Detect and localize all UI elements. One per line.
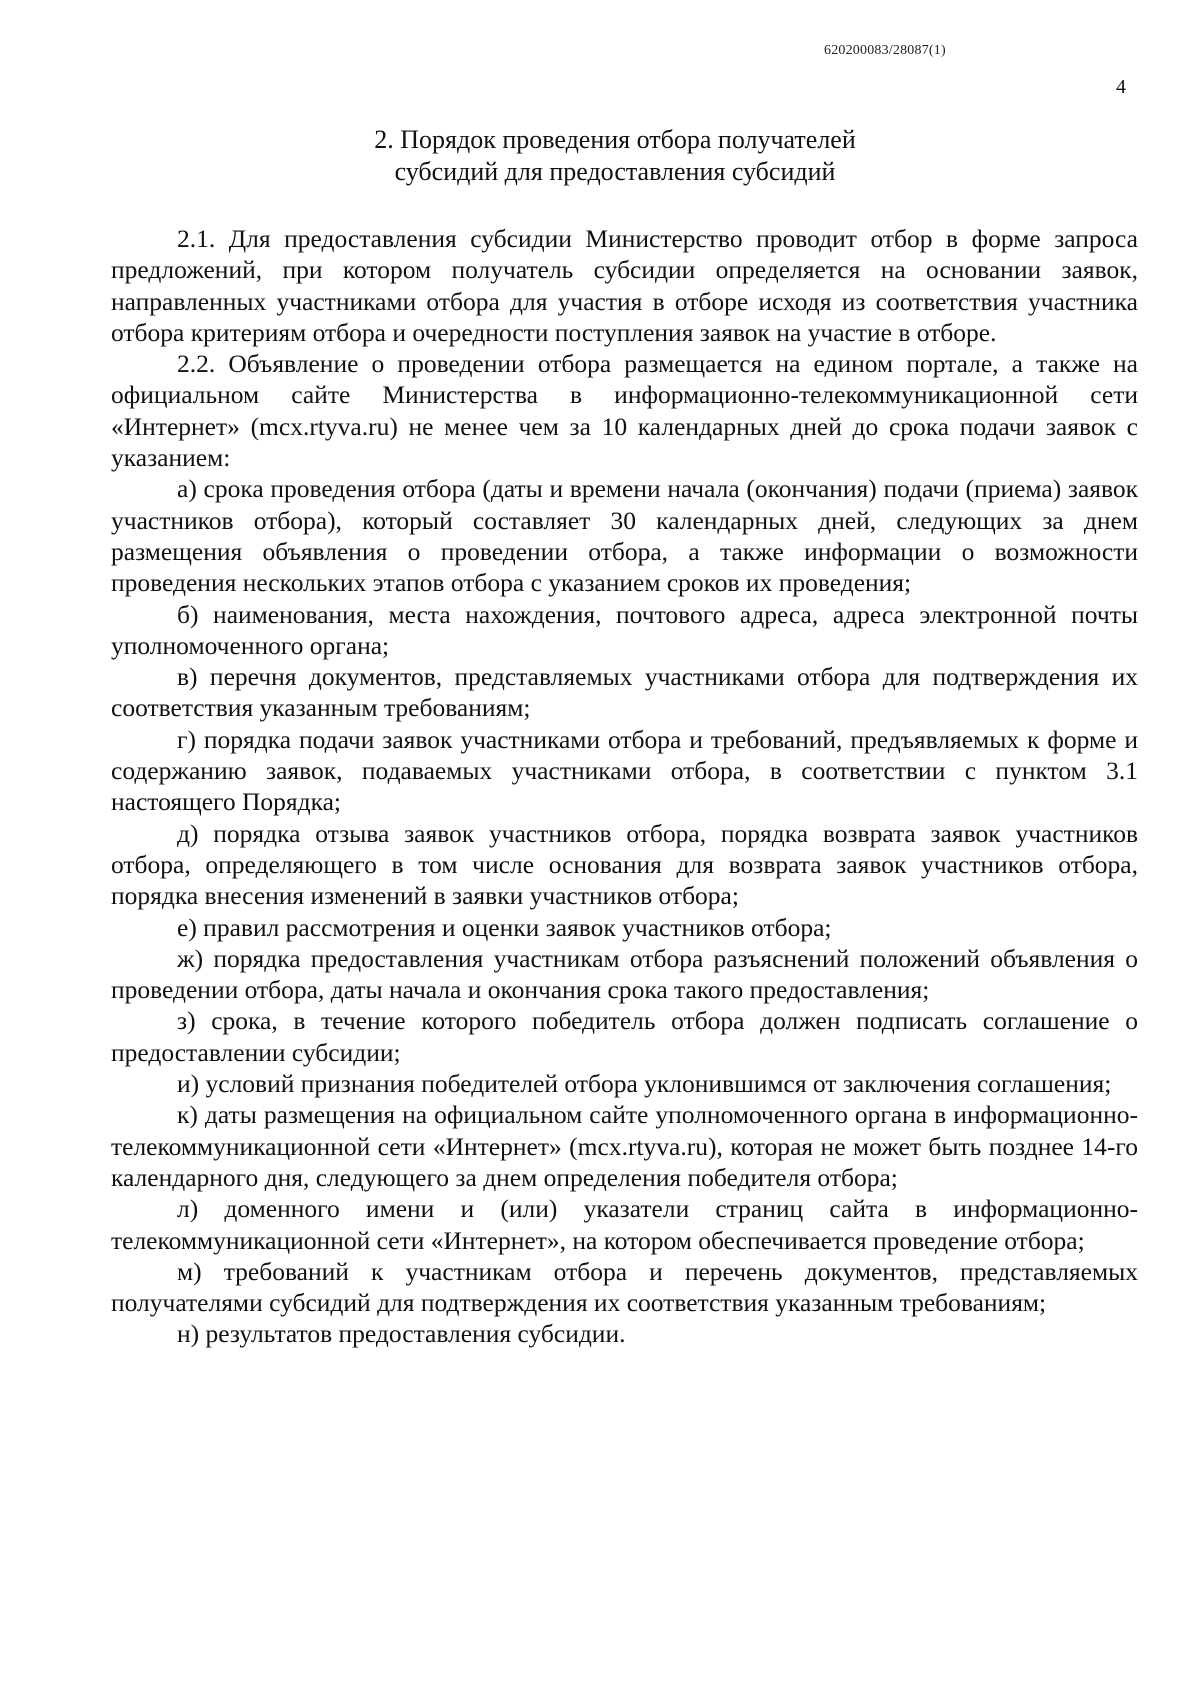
list-item-k: к) даты размещения на официальном сайте уполномоченного органа в информационно-телекоммуникационной сети «Интернет» (mcx.rtyva.ru), которая не может быть позднее 14-го календарного дня, следующего за днем определения победителя отбора;	[111, 1100, 1138, 1192]
section-body	[111, 223, 1138, 1350]
list-item-i: и) условий признания победителей отбора уклонившимся от заключения соглашения;	[177, 1069, 1112, 1099]
list-item-e: е) правил рассмотрения и оценки заявок участников отбора;	[177, 912, 832, 942]
list-item-v: в) перечня документов, представляемых участниками отбора для подтверждения их соответствия указанным требованиям;	[111, 662, 1138, 723]
list-item-zh: ж) порядка предоставления участникам отбора разъяснений положений объявления о проведении отбора, даты начала и окончания срока такого предоставления;	[111, 943, 1138, 1005]
section-title-line-2: субсидий для предоставления субсидий	[394, 157, 836, 186]
list-item-z: з) срока, в течение которого победитель отбора должен подписать соглашение о предоставлении субсидии;	[111, 1006, 1138, 1067]
list-item-b: б) наименования, места нахождения, почтового адреса, адреса электронной почты уполномоченного органа;	[111, 599, 1138, 660]
section-title	[0, 124, 1200, 188]
list-item-a: а) срока проведения отбора (даты и времени начала (окончания) подачи (приема) заявок участников отбора), который составляет 30 календарных дней, следующих за днем размещения объявления о проведении отбора, а также информации о возможности проведения нескольких этапов отбора с указанием сроков их проведения;	[111, 474, 1138, 598]
list-item-g: г) порядка подачи заявок участниками отбора и требований, предъявляемых к форме и содержанию заявок, подаваемых участниками отбора, в соответствии с пунктом 3.1 настоящего Порядка;	[111, 724, 1138, 817]
section-title-line-1: 2. Порядок проведения отбора получателей	[374, 125, 856, 154]
paragraph-2-2: 2.2. Объявление о проведении отбора размещается на едином портале, а также на официальном сайте Министерства в информационно-телекоммуникационной сети «Интернет» (mcx.rtyva.ru) не менее чем за 10 календарных дней до срока подачи заявок с указанием:	[111, 349, 1138, 473]
paragraph-2-1: 2.1. Для предоставления субсидии Министерство проводит отбор в форме запроса предложений, при котором получатель субсидии определяется на основании заявок, направленных участниками отбора для участия в отборе исходя из соответствия участника отбора критериям отбора и очередности поступления заявок на участие в отборе.	[111, 224, 1138, 347]
page-number: 4	[1116, 76, 1126, 98]
list-item-d: д) порядка отзыва заявок участников отбора, порядка возврата заявок участников отбора, определяющего в том числе основания для возврата заявок участников отбора, порядка внесения изменений в заявки участников отбора;	[111, 818, 1138, 911]
list-item-m: м) требований к участникам отбора и перечень документов, представляемых получателями субсидий для подтверждения их соответствия указанным требованиям;	[111, 1256, 1138, 1318]
list-item-n: н) результатов предоставления субсидии.	[177, 1319, 626, 1349]
document-id: 620200083/28087(1)	[824, 43, 946, 58]
list-item-l: л) доменного имени и (или) указатели страниц сайта в информационно-телекоммуникационной сети «Интернет», на котором обеспечивается проведение отбора;	[111, 1194, 1138, 1255]
